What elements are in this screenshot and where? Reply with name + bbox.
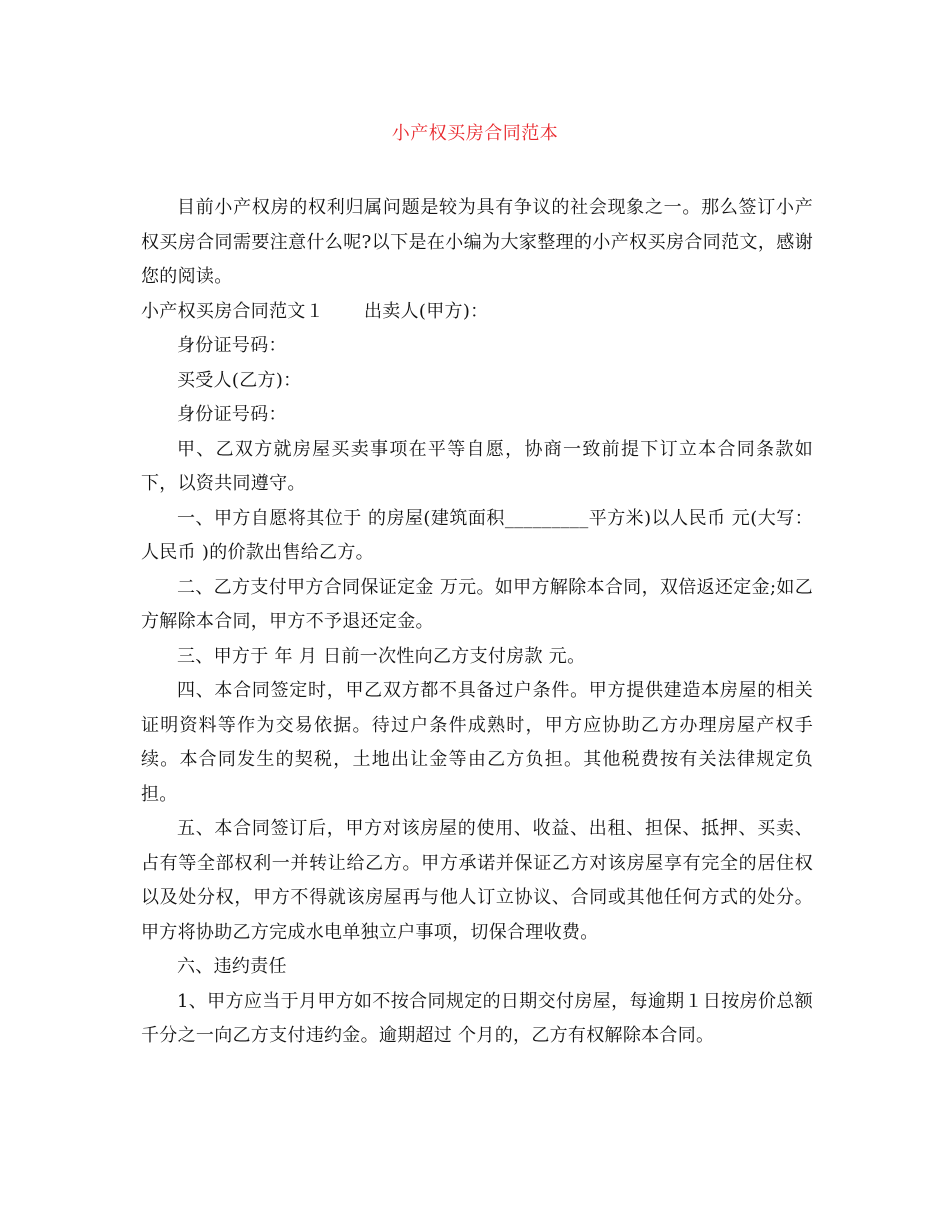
buyer-id-line: 身份证号码：	[177, 404, 287, 425]
buyer-label-line: 买受人(乙方)：	[177, 369, 302, 391]
document-title: 小产权买房合同范本	[391, 123, 559, 144]
intro-paragraph: 目前小产权房的权利归属问题是较为具有争议的社会现象之一。那么签订小产权买房合同需要注意什么呢?以下是在小编为大家整理的小产权买房合同范文，感谢您的阅读。	[141, 197, 813, 287]
clause-6-item-1: 1、甲方应当于月甲方如不按合同规定的日期交付房屋，每逾期１日按房价总额千分之一向乙方支付违约金。逾期超过 个月的，乙方有权解除本合同。	[141, 990, 813, 1046]
sample-heading: 小产权买房合同范文１	[141, 300, 324, 322]
clause-4: 四、本合同签定时，甲乙双方都不具备过户条件。甲方提供建造本房屋的相关证明资料等作为交易依据。待过户条件成熟时，甲方应协助乙方办理房屋产权手续。本合同发生的契税，土地出让金等由乙方负担。其他税费按有关法律规定负担。	[141, 680, 813, 805]
seller-label: 出卖人(甲方)：	[364, 300, 489, 322]
document-body	[141, 191, 813, 1054]
preamble-paragraph: 甲、乙双方就房屋买卖事项在平等自愿，协商一致前提下订立本合同条款如下，以资共同遵守。	[141, 438, 813, 494]
clause-6-heading: 六、违约责任	[177, 956, 287, 977]
clause-1: 一、甲方自愿将其位于 的房屋(建筑面积_________平方米)以人民币 元(大写：人民币 )的价款出售给乙方。	[141, 507, 813, 563]
clause-5: 五、本合同签订后，甲方对该房屋的使用、收益、出租、担保、抵押、买卖、占有等全部权利一并转让给乙方。甲方承诺并保证乙方对该房屋享有完全的居住权以及处分权，甲方不得就该房屋再与他人订立协议、合同或其他任何方式的处分。甲方将协助乙方完成水电单独立户事项，切保合理收费。	[141, 818, 813, 943]
clause-3: 三、甲方于 年 月 日前一次性向乙方支付房款 元。	[177, 645, 586, 667]
seller-id-line: 身份证号码：	[177, 335, 287, 356]
sample-heading-line	[141, 295, 813, 330]
clause-2: 二、乙方支付甲方合同保证定金 万元。如甲方解除本合同，双倍返还定金;如乙方解除本合同，甲方不予退还定金。	[141, 576, 813, 632]
